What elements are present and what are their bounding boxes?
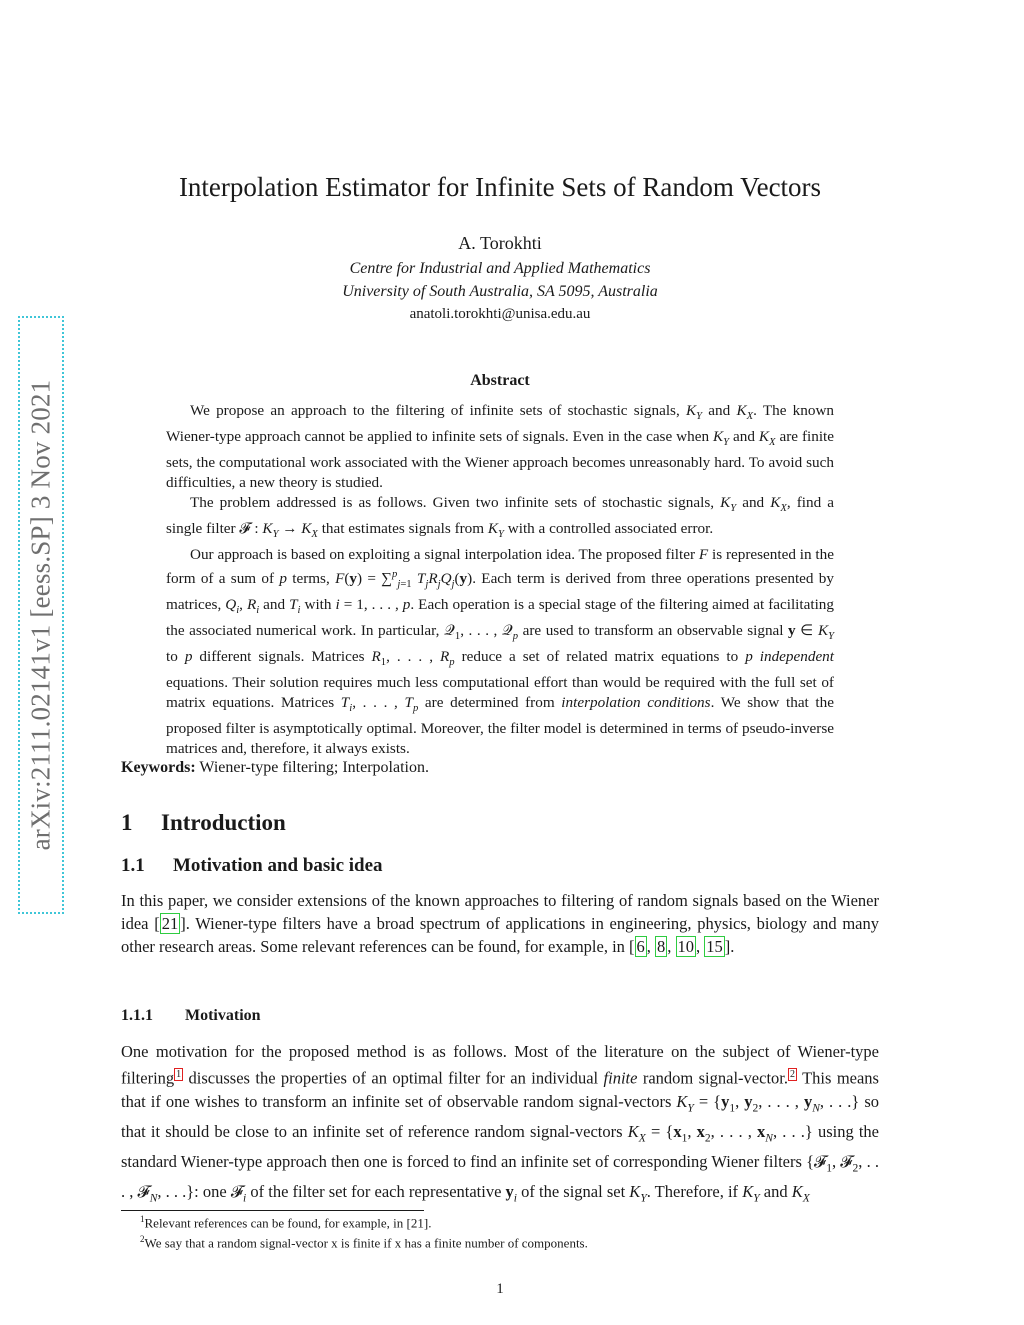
footnote-2-text: We say that a random signal-vector x is finite if x has a finite number of components. bbox=[144, 1235, 588, 1251]
citation-link[interactable]: 10 bbox=[677, 937, 695, 956]
subsubsection-title: Motivation bbox=[185, 1007, 261, 1024]
footnote-ref-2[interactable]: 2 bbox=[790, 1069, 795, 1080]
citation-link[interactable]: 6 bbox=[636, 937, 645, 956]
section-title: Introduction bbox=[161, 810, 286, 835]
keywords-line bbox=[121, 759, 879, 777]
arxiv-identifier-text: arXiv:2111.02141v1 [eess.SP] 3 Nov 2021 bbox=[25, 379, 56, 851]
section-number: 1 bbox=[121, 810, 133, 835]
motivation-paragraph: One motivation for the proposed method is as follows. Most of the literature on the subject of Wiener-type filtering $^1$ discusses the properties of an optimal filter for an individual finite random signal-vector. $^2$ This means that if one wishes to transform an infinite set of observable random signal-vectors $K_Y = \{y_1$, $y_2$, . . . , $y_N$, . . .} so that it should be close to an infinite set of reference random signal-vectors $K_X = \{x_1$, $x_2$, . . . , $x_N$, . . .} using the standard Wiener-type approach then one is forced to find an infinite set of corresponding Wiener filters {𝓕$_1$, 𝓕$_2$, . . . , 𝓕$_N$, . . .}: one 𝓕$_i$ of the filter set for each representative $y_i$ of the signal set $K_Y$. Therefore, if $K_Y$ and $K_X$ bbox=[121, 1042, 880, 1205]
author-email: anatoli.torokhti@unisa.edu.au bbox=[409, 306, 591, 322]
footnote-rule bbox=[121, 1210, 424, 1211]
abstract-heading: Abstract bbox=[470, 372, 530, 389]
author-name: A. Torokhti bbox=[458, 233, 542, 253]
affiliation-line-2: University of South Australia, SA 5095, Australia bbox=[342, 283, 658, 300]
paper-title: Interpolation Estimator for Infinite Sets of Random Vectors bbox=[178, 172, 822, 202]
subsection-title: Motivation and basic idea bbox=[173, 855, 383, 876]
section-heading bbox=[121, 810, 879, 836]
footnote-2: $^2$We say that a random signal-vector x is finite if x has a finite number of components. bbox=[140, 1234, 588, 1251]
intro-paragraph: In this paper, we consider extensions of the known approaches to filtering of random signals based on the Wiener idea [ 21 ]. Wiener-type filters have a broad spectrum of applications in engineering, physics, biology and many other research areas. Some relevant references can be found, for example, in [ 6 , 8 , 10 , 15 ]. bbox=[121, 891, 879, 956]
abstract-paragraph-3: Our approach is based on exploiting a signal interpolation idea. The proposed filter F is represented in the form of a sum of p terms, F(y) = ∑$^p_{j=1}$ $T_jR_jQ_j(y)$. Each term is derived from three operations presented by matrices, $Q_i$, $R_i$ and $T_i$ with i = 1, . . . , p. Each operation is a special stage of the filtering aimed at facilitating the associated numerical work. In particular, 𝒬$_1$, . . . , 𝒬$_p$ are used to transform an observable signal y ∈ $K_Y$ to p different signals. Matrices $R_1$, . . . , $R_p$ reduce a set of related matrix equations to p independent equations. Their solution requires much less computational effort than would be required with the full set of matrix equations. Matrices $T_i$, . . . , $T_p$ are determined from interpolation conditions. We show that the proposed filter is asymptotically optimal. Moreover, the filter model is determined in terms of pseudo-inverse matrices and, therefore, it always exists. bbox=[166, 546, 835, 758]
citation-link[interactable]: 21 bbox=[161, 914, 179, 933]
subsection-heading bbox=[121, 855, 879, 877]
abstract-paragraph-1: We propose an approach to the filtering of infinite sets of stochastic signals, $K_Y$ and $K_X$. The known Wiener-type approach cannot be applied to infinite sets of signals. Even in the case when $K_Y$ and $K_X$ are finite sets, the computational work associated with the Wiener approach becomes unreasonably hard. To avoid such difficulties, a new theory is studied. bbox=[166, 402, 835, 492]
arxiv-identifier-stamp bbox=[18, 316, 64, 914]
footnote-1-text: Relevant references can be found, for example, in [21]. bbox=[144, 1215, 432, 1231]
page-number: 1 bbox=[496, 1281, 504, 1297]
subsubsection-number: 1.1.1 bbox=[121, 1007, 153, 1024]
abstract-body bbox=[166, 401, 834, 759]
footnote-ref-1[interactable]: 1 bbox=[176, 1069, 182, 1080]
subsection-number: 1.1 bbox=[121, 855, 145, 876]
citation-link[interactable]: 15 bbox=[706, 937, 723, 956]
footnote-1: $^1$Relevant references can be found, for example, in [21]. bbox=[140, 1214, 432, 1231]
affiliation-line-1: Centre for Industrial and Applied Mathematics bbox=[349, 260, 651, 277]
keywords-label: Keywords: bbox=[121, 759, 196, 776]
subsubsection-heading bbox=[121, 1007, 879, 1025]
abstract-paragraph-2: The problem addressed is as follows. Given two infinite sets of stochastic signals, $K_Y$ and $K_X$, find a single filter 𝓕 : $K_Y \to K_X$ that estimates signals from $K_Y$ with a controlled associated error. bbox=[166, 494, 834, 541]
citation-link[interactable]: 8 bbox=[657, 937, 666, 956]
keywords-text: Wiener-type filtering; Interpolation. bbox=[199, 759, 429, 776]
